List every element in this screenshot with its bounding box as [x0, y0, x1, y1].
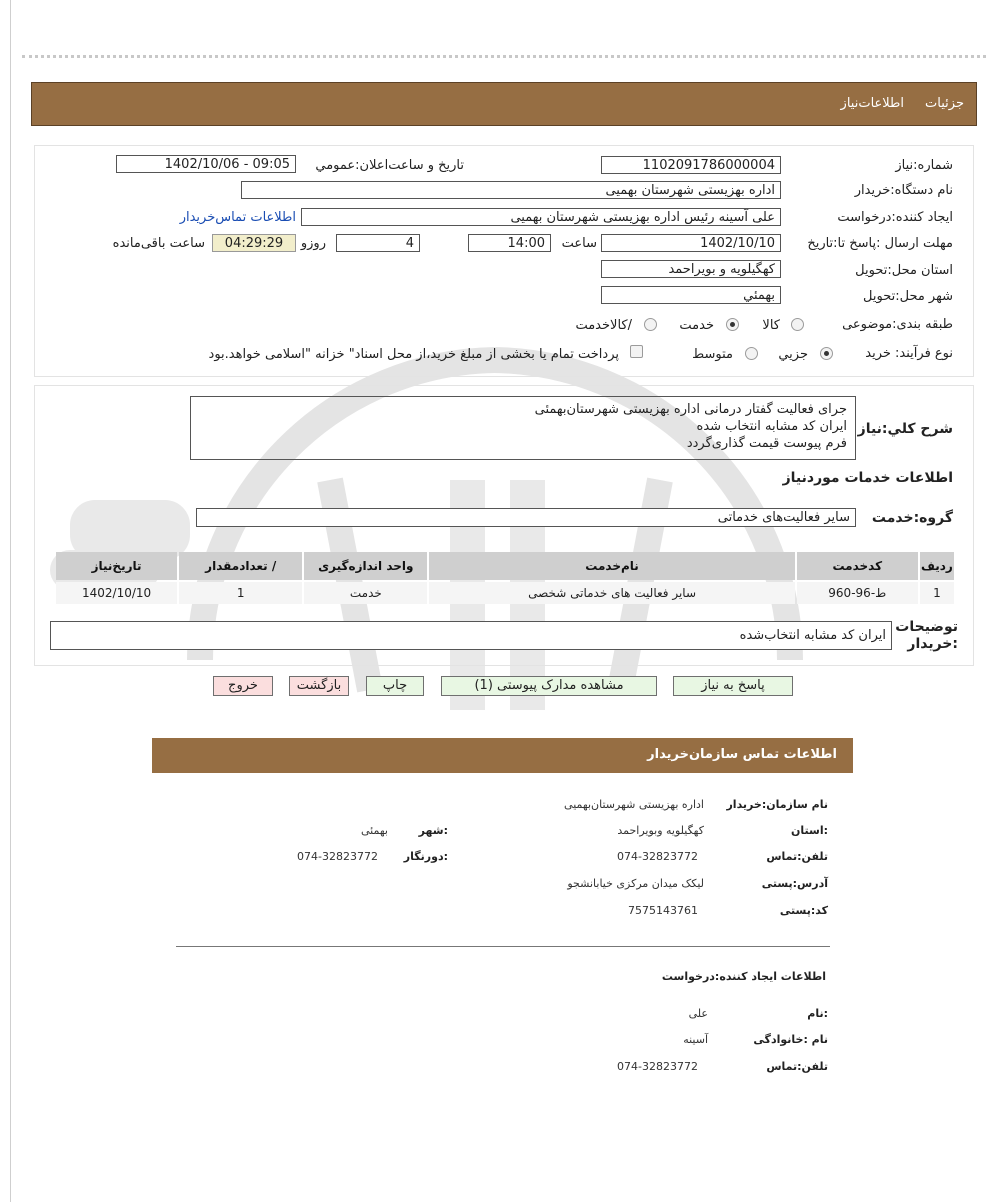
contact-postal-label: کد:پستی: [779, 904, 828, 917]
days-label: روزو: [300, 236, 326, 251]
requester-title: اطلاعات ایجاد کننده:درخواست: [661, 970, 826, 983]
province-label: استان محل:تحویل: [855, 263, 953, 278]
treasury-payment-note: پرداخت تمام یا بخشی از مبلغ خرید،از محل اسناد" خزانه "اسلامی خواهد.بود: [208, 347, 619, 362]
reply-button[interactable]: پاسخ به نیاز: [673, 676, 793, 696]
attachments-button[interactable]: مشاهده مدارک پیوستی (1): [441, 676, 657, 696]
contact-city-value: بهمئی: [361, 824, 388, 837]
contact-phone-label: تلفن:تماس: [766, 850, 828, 863]
tab-details[interactable]: جزئیات: [925, 96, 964, 111]
contact-postal-value: 7575143761: [628, 904, 698, 917]
need-number-label: شماره:نیاز: [895, 158, 953, 173]
cell-row: 1: [920, 582, 954, 604]
treasury-payment-checkbox[interactable]: [630, 345, 643, 358]
col-header-row: ردیف: [920, 552, 954, 580]
contact-province-label: :استان: [791, 824, 828, 837]
time-label: ساعت: [561, 236, 597, 251]
description-line: جرای فعالیت گفتار درمانی اداره بهزیستی شهرستان‌بهمئی: [534, 402, 847, 417]
contact-fax-value: 074-32823772: [297, 850, 378, 863]
need-number-field: 1102091786000004: [601, 156, 781, 174]
creator-label: ایجاد کننده:درخواست: [837, 210, 953, 225]
province-field: کهگیلویه و بویراحمد: [601, 260, 781, 278]
city-field: بهمئي: [601, 286, 781, 304]
cell-name: سایر فعالیت های خدماتی شخصی: [429, 582, 794, 604]
deadline-date-field: 1402/10/10: [601, 234, 781, 252]
buyer-org-label: نام دستگاه:خریدار: [854, 183, 953, 198]
buyer-org-field: اداره بهزیستی شهرستان بهمیی: [241, 181, 781, 199]
deadline-time-field: 14:00: [468, 234, 551, 252]
contact-province-value: کهگیلویه وبویراحمد: [617, 824, 704, 837]
org-label: نام سازمان:خریدار: [726, 798, 828, 811]
process-medium-radio[interactable]: [745, 347, 758, 360]
table-row: [56, 582, 954, 604]
frame-border: [10, 0, 11, 1202]
section-divider: [176, 946, 830, 947]
category-service-radio[interactable]: [726, 318, 739, 331]
category-goods-radio[interactable]: [791, 318, 804, 331]
process-medium-label: متوسط: [692, 347, 733, 362]
header-bar: [31, 82, 977, 126]
process-minor-radio[interactable]: [820, 347, 833, 360]
col-header-code: کدخدمت: [797, 552, 918, 580]
requester-name-value: علی: [688, 1007, 708, 1020]
process-label: نوع فرآیند: خرید: [865, 346, 953, 361]
category-goods-label: کالا: [762, 318, 780, 333]
need-form-panel: [34, 145, 974, 377]
remaining-timer: 04:29:29: [212, 234, 296, 252]
top-divider: [22, 55, 986, 58]
service-group-label: گروه:خدمت: [871, 510, 953, 526]
org-value: اداره بهزیستی شهرستان‌بهمیی: [564, 798, 704, 811]
service-group-field: سایر فعالیت‌های خدماتی: [196, 508, 856, 527]
contact-fax-label: :دورنگار: [403, 850, 448, 863]
description-label: شرح کلي:نیاز: [857, 421, 953, 437]
requester-phone-value: 074-32823772: [617, 1060, 698, 1073]
deadline-label: مهلت ارسال :پاسخ تا:تاریخ: [807, 236, 953, 251]
days-field: 4: [336, 234, 420, 252]
col-header-date: تاریخ‌نیاز: [56, 552, 177, 580]
category-both-label: /کالاخدمت: [575, 318, 632, 333]
contact-address-label: آدرس:پستی: [761, 877, 828, 890]
contact-city-label: :شهر: [418, 824, 448, 837]
print-button[interactable]: چاپ: [366, 676, 424, 696]
announce-label: تاریخ و ساعت‌اعلان:عمومي: [315, 158, 464, 173]
contact-address-value: لیکک میدان مرکزی خیابانشجو: [567, 877, 704, 890]
exit-button[interactable]: خروج: [213, 676, 273, 696]
description-line: ایران کد مشابه انتخاب شده: [696, 419, 847, 434]
col-header-quantity: / تعدادمقدار: [179, 552, 302, 580]
description-line: فرم پیوست قیمت گذاری‌گردد: [686, 436, 847, 451]
remaining-label: ساعت باقی‌مانده: [112, 236, 205, 251]
buyer-notes-field: ایران کد مشابه انتخاب‌شده: [50, 621, 892, 650]
announce-field: 1402/10/06 - 09:05: [116, 155, 296, 173]
process-minor-label: جزيي: [778, 347, 808, 362]
tab-need-info[interactable]: اطلاعات‌نیاز: [840, 96, 904, 111]
buyer-contact-title: اطلاعات تماس سازمان‌خریدار: [647, 747, 837, 762]
col-header-unit: واحد اندازه‌گیری: [304, 552, 427, 580]
city-label: شهر محل:تحویل: [863, 289, 953, 304]
services-title: اطلاعات خدمات موردنیاز: [782, 470, 953, 486]
category-both-radio[interactable]: [644, 318, 657, 331]
cell-code: ط-96-960: [797, 582, 918, 604]
creator-field: علی آسینه رئیس اداره بهزیستی شهرستان بهمیی: [301, 208, 781, 226]
cell-quantity: 1: [179, 582, 302, 604]
buyer-contact-header: [152, 738, 853, 773]
requester-phone-label: تلفن:تماس: [766, 1060, 828, 1073]
category-label: طبقه بندی:موضوعی: [842, 317, 953, 332]
requester-family-value: آسینه: [683, 1033, 708, 1046]
buyer-contact-link[interactable]: اطلاعات تماس‌خریدار: [179, 210, 296, 225]
category-service-label: خدمت: [679, 318, 714, 333]
col-header-name: نام‌خدمت: [429, 552, 794, 580]
cell-date: 1402/10/10: [56, 582, 177, 604]
buyer-notes-label: توضیحات :خریدار: [895, 619, 958, 652]
contact-phone-value: 074-32823772: [617, 850, 698, 863]
requester-name-label: :نام: [807, 1007, 828, 1020]
back-button[interactable]: بازگشت: [289, 676, 349, 696]
requester-family-label: نام :خانوادگی: [753, 1033, 828, 1046]
cell-unit: خدمت: [304, 582, 427, 604]
services-table: [54, 550, 956, 606]
description-box: [190, 396, 856, 460]
